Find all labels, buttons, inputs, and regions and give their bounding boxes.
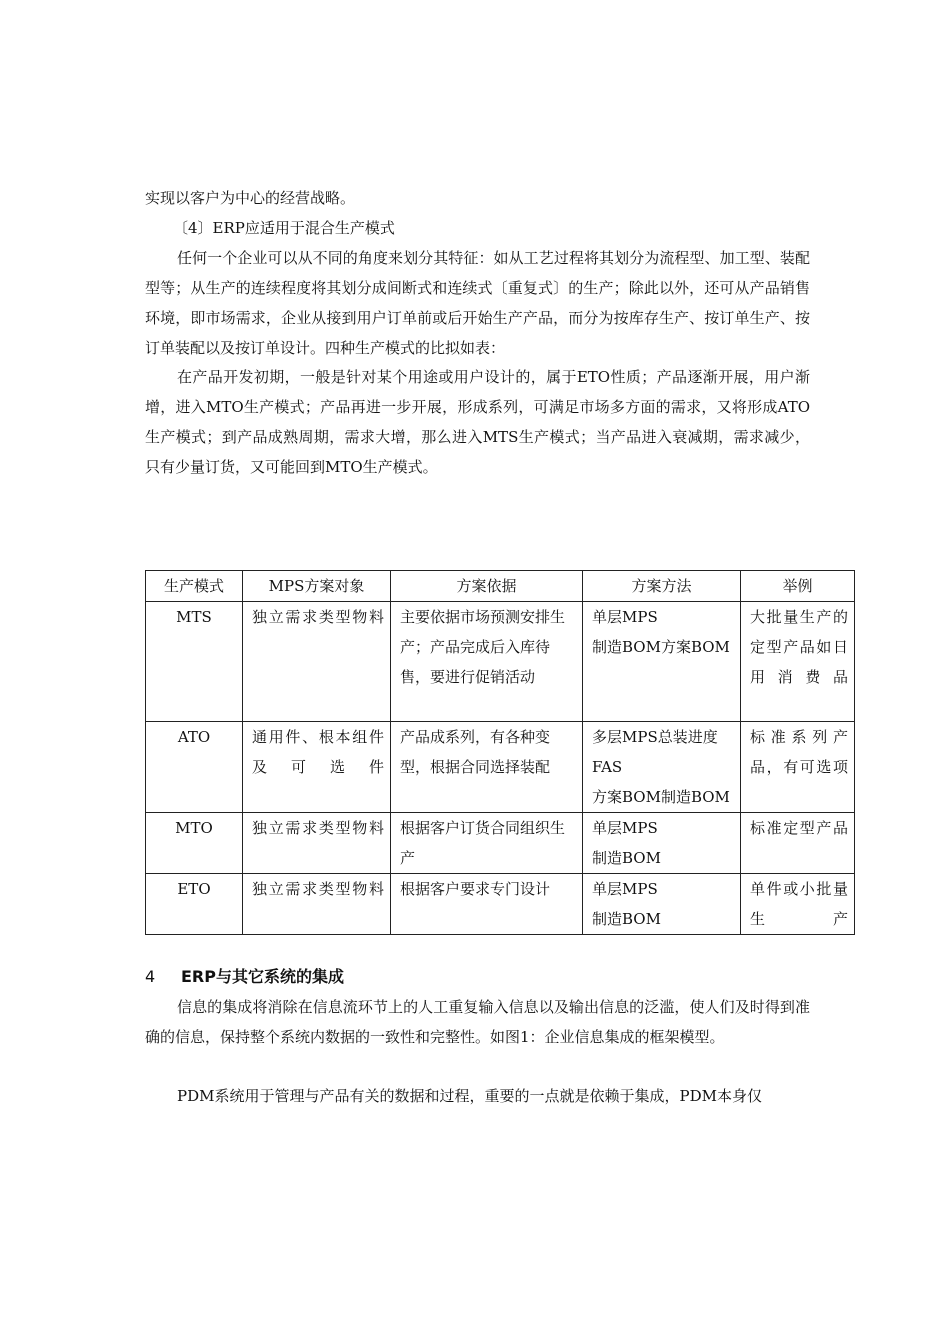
object-cell: 通用件、根本组件及可选件	[243, 722, 391, 813]
method-cell	[583, 813, 741, 874]
production-mode-table	[145, 570, 855, 935]
table-row	[146, 722, 855, 813]
table-row	[146, 874, 855, 935]
method-line: 方案BOM制造BOM	[592, 788, 730, 806]
object-cell: 独立需求类型物料	[243, 813, 391, 874]
table-row	[146, 813, 855, 874]
mode-cell: ETO	[146, 874, 243, 935]
mode-cell: MTS	[146, 602, 243, 722]
example-cell: 大批量生产的定型产品如日用消费品	[741, 602, 855, 722]
example-cell: 标准定型产品	[741, 813, 855, 874]
basis-cell: 产品成系列，有各种变型，根据合同选择装配	[391, 722, 583, 813]
mode-cell: MTO	[146, 813, 243, 874]
table-header-cell: 方案方法	[583, 571, 741, 602]
method-cell	[583, 722, 741, 813]
paragraph-strategy: 实现以客户为中心的经营战略。	[145, 189, 356, 207]
section-number: 4	[145, 967, 156, 986]
basis-cell: 主要依据市场预测安排生产；产品完成后入库待售，要进行促销活动	[391, 602, 583, 722]
method-line: 单层MPS	[592, 880, 658, 898]
method-line: 制造BOM方案BOM	[592, 638, 730, 656]
table-row	[146, 602, 855, 722]
method-cell	[583, 602, 741, 722]
method-cell	[583, 874, 741, 935]
paragraph-production-classification: 任何一个企业可以从不同的角度来划分其特征：如从工艺过程将其划分为流程型、加工型、装配型等；从生产的连续程度将其划分成间断式和连续式〔重复式〕的生产；除此以外，还可从产品销售环境，即市场需求，企业从接到用户订单前或后开始生产产品，而分为按库存生产、按订单生产、按订单装配以及按订单设计。四种生产模式的比拟如表：	[145, 249, 810, 357]
method-line: FAS	[592, 758, 623, 776]
subheading-mixed-production: 〔4〕ERP应适用于混合生产模式	[173, 219, 395, 237]
method-line: 多层MPS总装进度	[592, 728, 718, 746]
mode-cell: ATO	[146, 722, 243, 813]
paragraph-pdm-system: PDM系统用于管理与产品有关的数据和过程，重要的一点就是依赖于集成，PDM本身仅	[177, 1087, 762, 1105]
table-header-cell: MPS方案对象	[243, 571, 391, 602]
object-cell: 独立需求类型物料	[243, 874, 391, 935]
object-cell: 独立需求类型物料	[243, 602, 391, 722]
table-header-cell: 生产模式	[146, 571, 243, 602]
example-cell: 单件或小批量生产	[741, 874, 855, 935]
method-line: 单层MPS	[592, 608, 658, 626]
table-header-cell: 方案依据	[391, 571, 583, 602]
paragraph-product-lifecycle: 在产品开发初期，一般是针对某个用途或用户设计的，属于ETO性质；产品逐渐开展，用户渐增，进入MTO生产模式；产品再进一步开展，形成系列，可满足市场多方面的需求，又将形成ATO生产模式；到产品成熟周期，需求大增，那么进入MTS生产模式；当产品进入衰减期，需求减少，只有少量订货，又可能回到MTO生产模式。	[145, 368, 810, 476]
section-title: ERP与其它系统的集成	[181, 967, 344, 986]
basis-cell: 根据客户订货合同组织生产	[391, 813, 583, 874]
method-line: 制造BOM	[592, 910, 661, 928]
paragraph-information-integration: 信息的集成将消除在信息流环节上的人工重复输入信息以及输出信息的泛滥，使人们及时得到准确的信息，保持整个系统内数据的一致性和完整性。如图1：企业信息集成的框架模型。	[145, 998, 810, 1046]
example-cell: 标准系列产品，有可选项	[741, 722, 855, 813]
basis-cell: 根据客户要求专门设计	[391, 874, 583, 935]
method-line: 单层MPS	[592, 819, 658, 837]
table-header-row	[146, 571, 855, 602]
method-line: 制造BOM	[592, 849, 661, 867]
table-header-cell: 举例	[741, 571, 855, 602]
section-heading	[145, 962, 344, 992]
